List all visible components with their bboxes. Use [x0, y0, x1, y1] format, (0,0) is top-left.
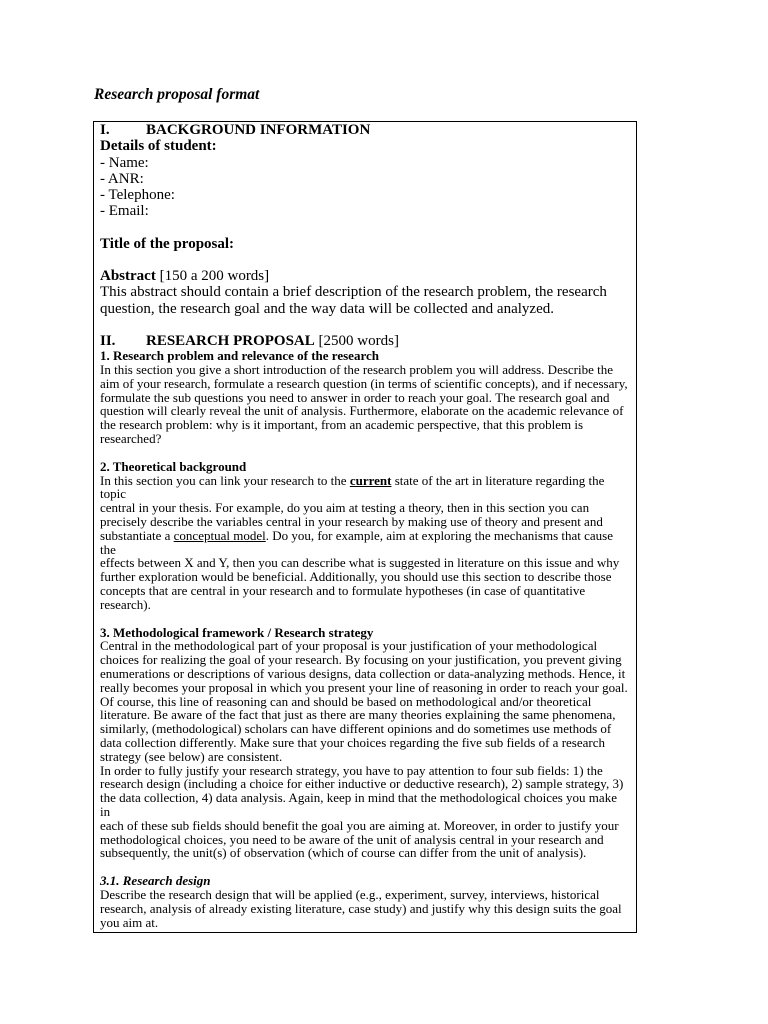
field-name: - Name:: [100, 154, 149, 171]
paragraph-line: Central in the methodological part of your proposal is your justification of your methodological: [100, 638, 598, 654]
text-run: substantiate a: [100, 527, 174, 543]
subsection-1-heading: 1. Research problem and relevance of the research: [100, 348, 379, 364]
paragraph-line: subsequently, the unit(s) of observation (which of course can differ from the unit of analysis).: [100, 845, 587, 861]
paragraph-line: similarly, (methodological) scholars can have different opinions and do sometimes use methods of: [100, 721, 612, 737]
subsection-2-body: [100, 474, 630, 612]
subsection-3-1-body: [100, 888, 630, 929]
document-title: Research proposal format: [94, 86, 260, 103]
subsection-3-heading: 3. Methodological framework / Research strategy: [100, 624, 374, 640]
paragraph-line: each of these sub fields should benefit the goal you are aiming at. Moreover, in order to justify your: [100, 817, 619, 833]
paragraph-line: formulate the sub questions you need to answer in order to reach your goal. The research goal and: [100, 389, 610, 405]
paragraph-line: really becomes your proposal in which you present your line of reasoning in order to reach your goal.: [100, 679, 628, 695]
section-2-heading: [100, 333, 630, 349]
field-anr: - ANR:: [100, 170, 144, 187]
paragraph-line: In order to fully justify your research strategy, you have to pay attention to four sub fields: 1) the: [100, 762, 603, 778]
conceptual-model-link[interactable]: conceptual model: [173, 527, 266, 543]
details-label: Details of student:: [100, 138, 217, 155]
paragraph-line: Describe the research design that will be applied (e.g., experiment, survey, interviews, historical: [100, 886, 600, 902]
section-2-number: II.: [100, 332, 116, 349]
paragraph-line: research design (including a choice for either inductive or deductive research), 2) sample strategy, 3): [100, 776, 624, 792]
paragraph-line: question will clearly reveal the unit of analysis. Furthermore, elaborate on the academic relevance of: [100, 403, 624, 419]
paragraph-line: the data collection, 4) data analysis. Again, keep in mind that the methodological choices you make in: [100, 790, 617, 819]
paragraph-line: methodological choices, you need to be aware of the unit of analysis central in your research and: [100, 831, 604, 847]
paragraph-line: aim of your research, formulate a research question (in terms of scientific concepts), and if necessary,: [100, 375, 628, 391]
abstract-label: Abstract: [100, 268, 156, 285]
section-1-heading: [100, 122, 630, 138]
section-1-title: BACKGROUND INFORMATION: [146, 122, 371, 138]
field-email: - Email:: [100, 203, 149, 220]
paragraph-line: research).: [100, 596, 151, 612]
proposal-title-label: Title of the proposal:: [100, 235, 235, 252]
student-fields: [100, 155, 630, 220]
paragraph-line: [100, 529, 630, 557]
paragraph-line: In this section you give a short introduction of the research problem you will address. Describe the: [100, 362, 614, 378]
paragraph-line: Of course, this line of reasoning can and should be based on methodological and/or theoretical: [100, 693, 592, 709]
subsection-3-body: [100, 639, 630, 860]
paragraph-line: literature. Be aware of the fact that just as there are many theories explaining the same phenomena,: [100, 707, 616, 723]
paragraph-line: strategy (see below) are consistent.: [100, 748, 283, 764]
paragraph-line: concepts that are central in your research and to formulate hypotheses (in case of quantitative: [100, 583, 586, 599]
paragraph-line: [100, 474, 630, 502]
section-1-number: I.: [100, 122, 110, 138]
abstract-line-1: This abstract should contain a brief description of the research problem, the research: [100, 284, 607, 301]
paragraph-line: choices for realizing the goal of your research. By focusing on your justification, you prevent giving: [100, 652, 622, 668]
paragraph-line: data collection differently. Make sure that your choices regarding the five sub fields of a research: [100, 734, 605, 750]
field-telephone: - Telephone:: [100, 187, 175, 204]
abstract-heading: [100, 268, 630, 284]
current-emphasis: current: [349, 472, 392, 488]
section-2-words: [2500 words]: [314, 332, 399, 349]
paragraph-line: research, analysis of already existing literature, case study) and justify why this design suits the goal: [100, 900, 622, 916]
paragraph-line: effects between X and Y, then you can describe what is suggested in literature on this issue and why: [100, 555, 620, 571]
paragraph-line: enumerations or descriptions of various designs, data collection or data-analyzing methods. Hence, it: [100, 666, 626, 681]
paragraph-line: you aim at.: [100, 914, 159, 930]
subsection-3-1-heading: 3.1. Research design: [100, 873, 211, 889]
paragraph-line: precisely describe the variables central in your research by making use of theory and present and: [100, 514, 603, 530]
text-run: state of the art in literature regarding the topic: [100, 472, 605, 502]
paragraph-line: further exploration would be beneficial. Additionally, you should use this section to describe those: [100, 569, 612, 585]
abstract-line-2: question, the research goal and the way data will be collected and analyzed.: [100, 300, 554, 317]
abstract-words: [150 a 200 words]: [155, 268, 270, 285]
paragraph-line: central in your thesis. For example, do you aim at testing a theory, then in this section you can: [100, 500, 590, 516]
text-run: . Do you, for example, aim at exploring the mechanisms that cause the: [100, 527, 614, 557]
paragraph-line: researched?: [100, 431, 162, 447]
text-run: In this section you can link your research to the: [100, 472, 350, 488]
proposal-frame: [93, 121, 637, 933]
section-2-title: RESEARCH PROPOSAL: [146, 332, 315, 349]
subsection-2-heading: 2. Theoretical background: [100, 458, 247, 474]
paragraph-line: the research problem: why is it important, from an academic perspective, that this problem is: [100, 417, 584, 433]
subsection-1-body: [100, 363, 630, 446]
